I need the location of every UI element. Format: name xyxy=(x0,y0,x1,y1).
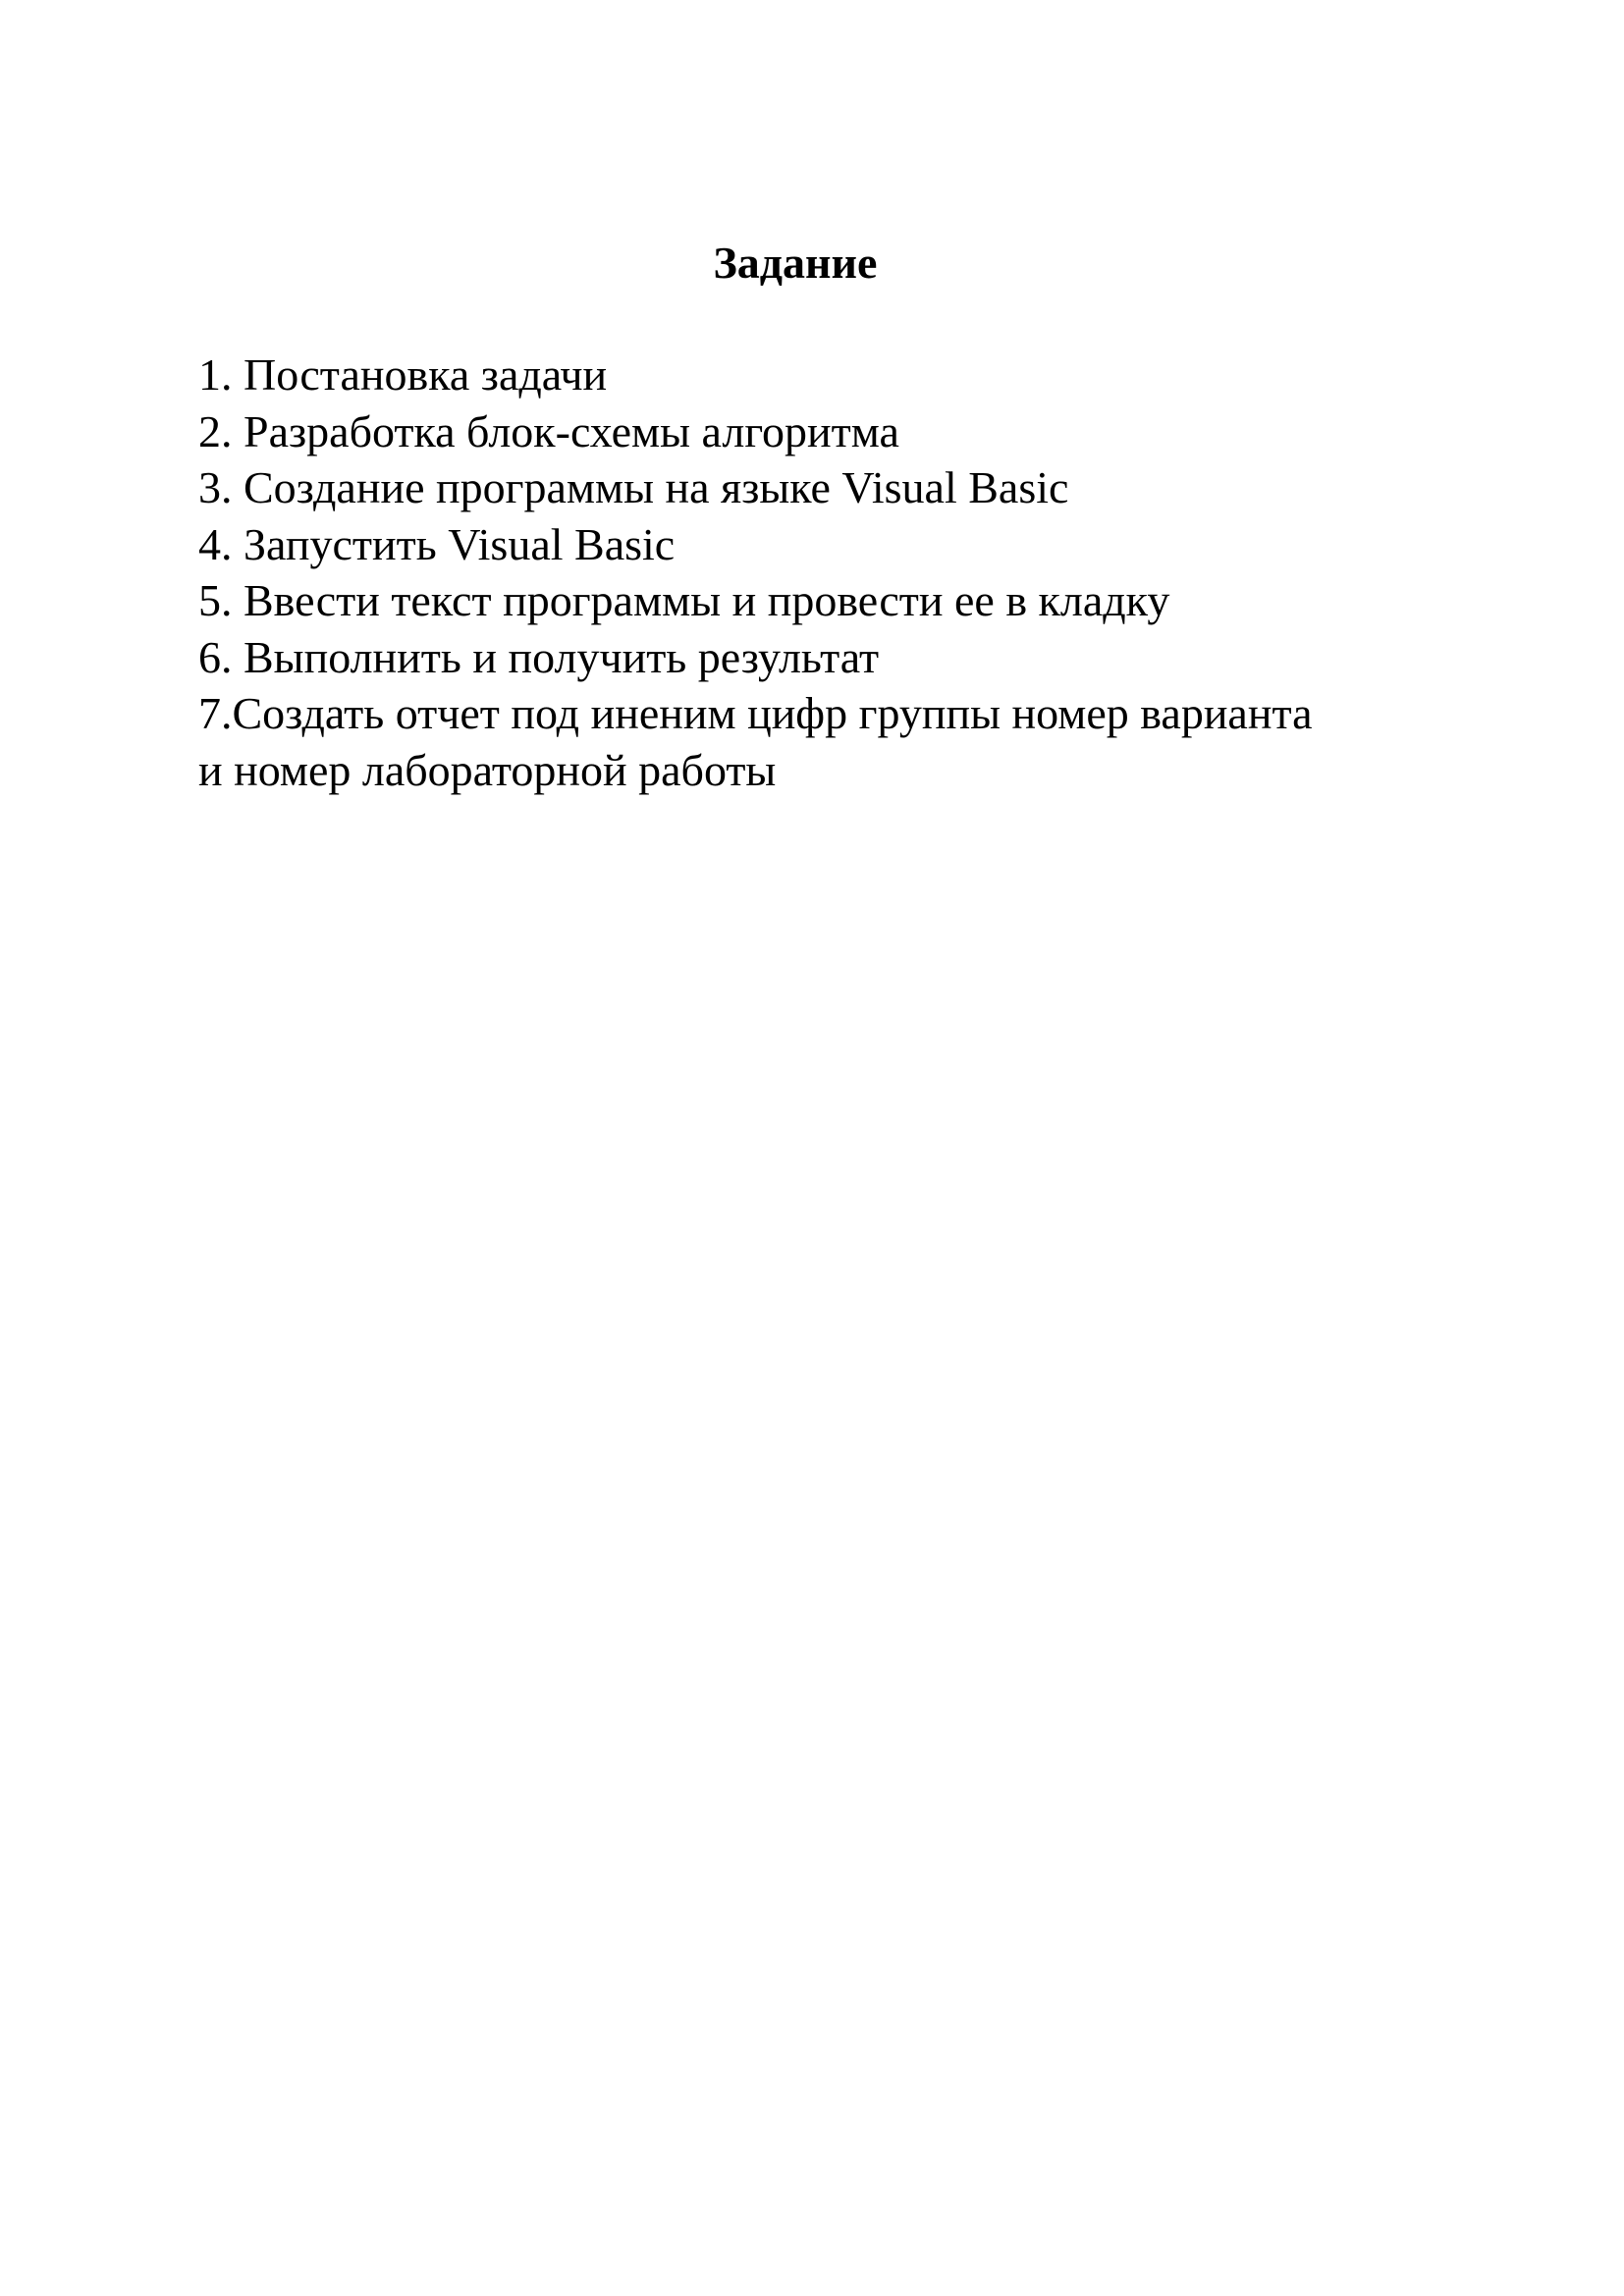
task-item-4: 4. Запустить Visual Basic xyxy=(198,518,676,569)
page-title: Задание xyxy=(713,238,878,288)
task-item-1: 1. Постановка задачи xyxy=(198,349,608,400)
task-item-3: 3. Создание программы на языке Visual Basic xyxy=(198,462,1069,512)
task-item-5: 5. Ввести текст программы и провести ее в кладку xyxy=(198,575,1170,625)
task-list xyxy=(198,347,1475,798)
task-item-7-continuation: и номер лабораторной работы xyxy=(198,744,777,795)
task-item-6: 6. Выполнить и получить результат xyxy=(198,631,880,682)
task-item-7: 7.Создать отчет под иненим цифр группы номер варианта xyxy=(198,688,1313,738)
task-item-2: 2. Разработка блок-схемы алгоритма xyxy=(198,405,899,456)
